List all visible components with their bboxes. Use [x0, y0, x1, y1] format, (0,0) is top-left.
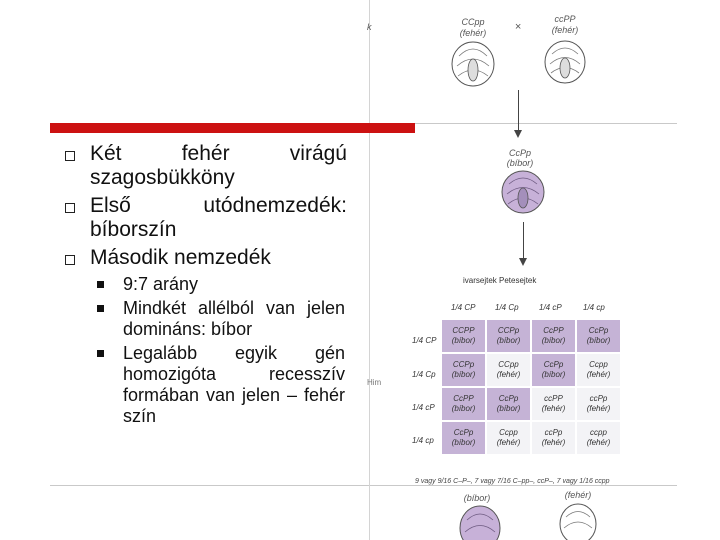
- arrow-line: [523, 222, 524, 258]
- cell-color: (bíbor): [541, 370, 566, 379]
- cell-color: (fehér): [496, 370, 521, 379]
- punnett-cell: [532, 320, 575, 352]
- bullet-item: [62, 246, 347, 270]
- side-label: Him: [367, 378, 382, 387]
- cell-color: (fehér): [586, 370, 611, 379]
- cell-genotype: ccPP: [544, 394, 563, 403]
- bottom-left-color: (bíbor): [463, 493, 491, 503]
- sub-bullet-item: [95, 274, 345, 295]
- gametes-label: ivarsejtek Petesejtek: [463, 276, 537, 285]
- hollow-square-bullet-icon: [65, 255, 75, 265]
- punnett-square: [442, 320, 620, 454]
- cell-color: (bíbor): [496, 404, 521, 413]
- down-arrow-icon: [519, 258, 527, 266]
- cell-genotype: CCPP: [452, 326, 475, 335]
- row-fraction: 1/4 Cp: [412, 370, 436, 379]
- cell-color: (fehér): [541, 438, 566, 447]
- cell-genotype: CcPp: [453, 428, 474, 437]
- column-fraction: 1/4 cP: [539, 303, 562, 312]
- filled-square-bullet-icon: [97, 281, 104, 288]
- punnett-cell: [442, 388, 485, 420]
- punnett-cell: [487, 422, 530, 454]
- bullet-item: [62, 194, 347, 242]
- cross-symbol: ×: [514, 21, 522, 33]
- cell-color: (bíbor): [496, 336, 521, 345]
- cell-genotype: CcPp: [498, 394, 519, 403]
- cell-color: (bíbor): [451, 438, 476, 447]
- cell-color: (fehér): [541, 404, 566, 413]
- down-arrow-icon: [514, 130, 522, 138]
- cell-color: (bíbor): [451, 336, 476, 345]
- punnett-cell: [442, 320, 485, 352]
- cross-diagram: [365, 0, 720, 540]
- sub-bullet-item: [95, 343, 345, 427]
- punnett-cell: [577, 320, 620, 352]
- cell-genotype: CCPp: [452, 360, 475, 369]
- sub-bullet-text: Mindkét allélból van jelen domináns: bíbor: [123, 298, 345, 339]
- cell-color: (bíbor): [451, 370, 476, 379]
- purple-flower-icon: [502, 171, 544, 213]
- bullet-list: [62, 142, 347, 427]
- white-flower-icon: [560, 504, 596, 540]
- accent-bar: [50, 123, 415, 133]
- row-fraction: 1/4 CP: [412, 336, 437, 345]
- cell-genotype: Ccpp: [589, 360, 608, 369]
- column-fraction: 1/4 cp: [583, 303, 605, 312]
- bullet-text: Második nemzedék: [90, 246, 271, 269]
- punnett-cell: [442, 354, 485, 386]
- arrow-line: [518, 90, 519, 130]
- cell-color: (bíbor): [541, 336, 566, 345]
- cell-color: (bíbor): [451, 404, 476, 413]
- punnett-cell: [487, 388, 530, 420]
- f1-genotype: CcPp: [508, 148, 531, 158]
- cell-genotype: ccPp: [544, 428, 563, 437]
- white-flower-icon: [545, 41, 585, 83]
- cell-genotype: ccpp: [590, 428, 607, 437]
- cell-genotype: CcPp: [588, 326, 609, 335]
- column-fraction: 1/4 Cp: [495, 303, 519, 312]
- cell-color: (fehér): [586, 404, 611, 413]
- flower-illustrations: [365, 0, 720, 540]
- row-fraction: 1/4 cP: [412, 403, 435, 412]
- ratio-line: 9 vagy 9/16 C–P–, 7 vagy 7/16 C–pp–, ccP–, 7 vagy 1/16 ccpp: [415, 478, 610, 485]
- filled-square-bullet-icon: [97, 305, 104, 312]
- parent-right-color: (fehér): [551, 25, 579, 35]
- punnett-cell: [577, 388, 620, 420]
- cell-genotype: Ccpp: [499, 428, 518, 437]
- parent-right-genotype: ccPP: [554, 14, 576, 24]
- cell-genotype: CcPP: [543, 326, 564, 335]
- cell-color: (fehér): [586, 438, 611, 447]
- punnett-cell: [532, 422, 575, 454]
- parent-left-genotype: CCpp: [461, 17, 485, 27]
- filled-square-bullet-icon: [97, 350, 104, 357]
- bottom-right-color: (fehér): [564, 490, 592, 500]
- parent-left-color: (fehér): [459, 28, 487, 38]
- cell-color: (bíbor): [586, 336, 611, 345]
- bullet-text: Első utódnemzedék: bíborszín: [90, 194, 347, 241]
- cell-genotype: ccPp: [589, 394, 608, 403]
- column-fraction: 1/4 CP: [451, 303, 476, 312]
- hollow-square-bullet-icon: [65, 203, 75, 213]
- cell-genotype: CCPp: [497, 326, 520, 335]
- row-fraction: 1/4 cp: [412, 436, 434, 445]
- punnett-cell: [487, 320, 530, 352]
- punnett-cell: [442, 422, 485, 454]
- bullet-text: Két fehér virágú szagosbükköny: [90, 142, 347, 189]
- sub-bullet-item: [95, 298, 345, 340]
- punnett-cell: [487, 354, 530, 386]
- sub-bullet-text: 9:7 arány: [123, 274, 199, 294]
- cell-color: (fehér): [496, 438, 521, 447]
- corner-mark: k: [367, 22, 372, 32]
- sub-bullet-text: Legalább egyik gén homozigóta recesszív formában van jelen – fehér szín: [123, 343, 345, 426]
- hollow-square-bullet-icon: [65, 151, 75, 161]
- purple-flower-icon: [460, 506, 500, 540]
- punnett-cell: [532, 388, 575, 420]
- punnett-cell: [577, 354, 620, 386]
- bullet-item: [62, 142, 347, 190]
- cell-genotype: CcPP: [453, 394, 474, 403]
- punnett-cell: [577, 422, 620, 454]
- cell-genotype: CCpp: [498, 360, 519, 369]
- cell-genotype: CcPp: [543, 360, 564, 369]
- white-flower-icon: [452, 42, 494, 86]
- f1-color: (bíbor): [506, 158, 534, 168]
- punnett-cell: [532, 354, 575, 386]
